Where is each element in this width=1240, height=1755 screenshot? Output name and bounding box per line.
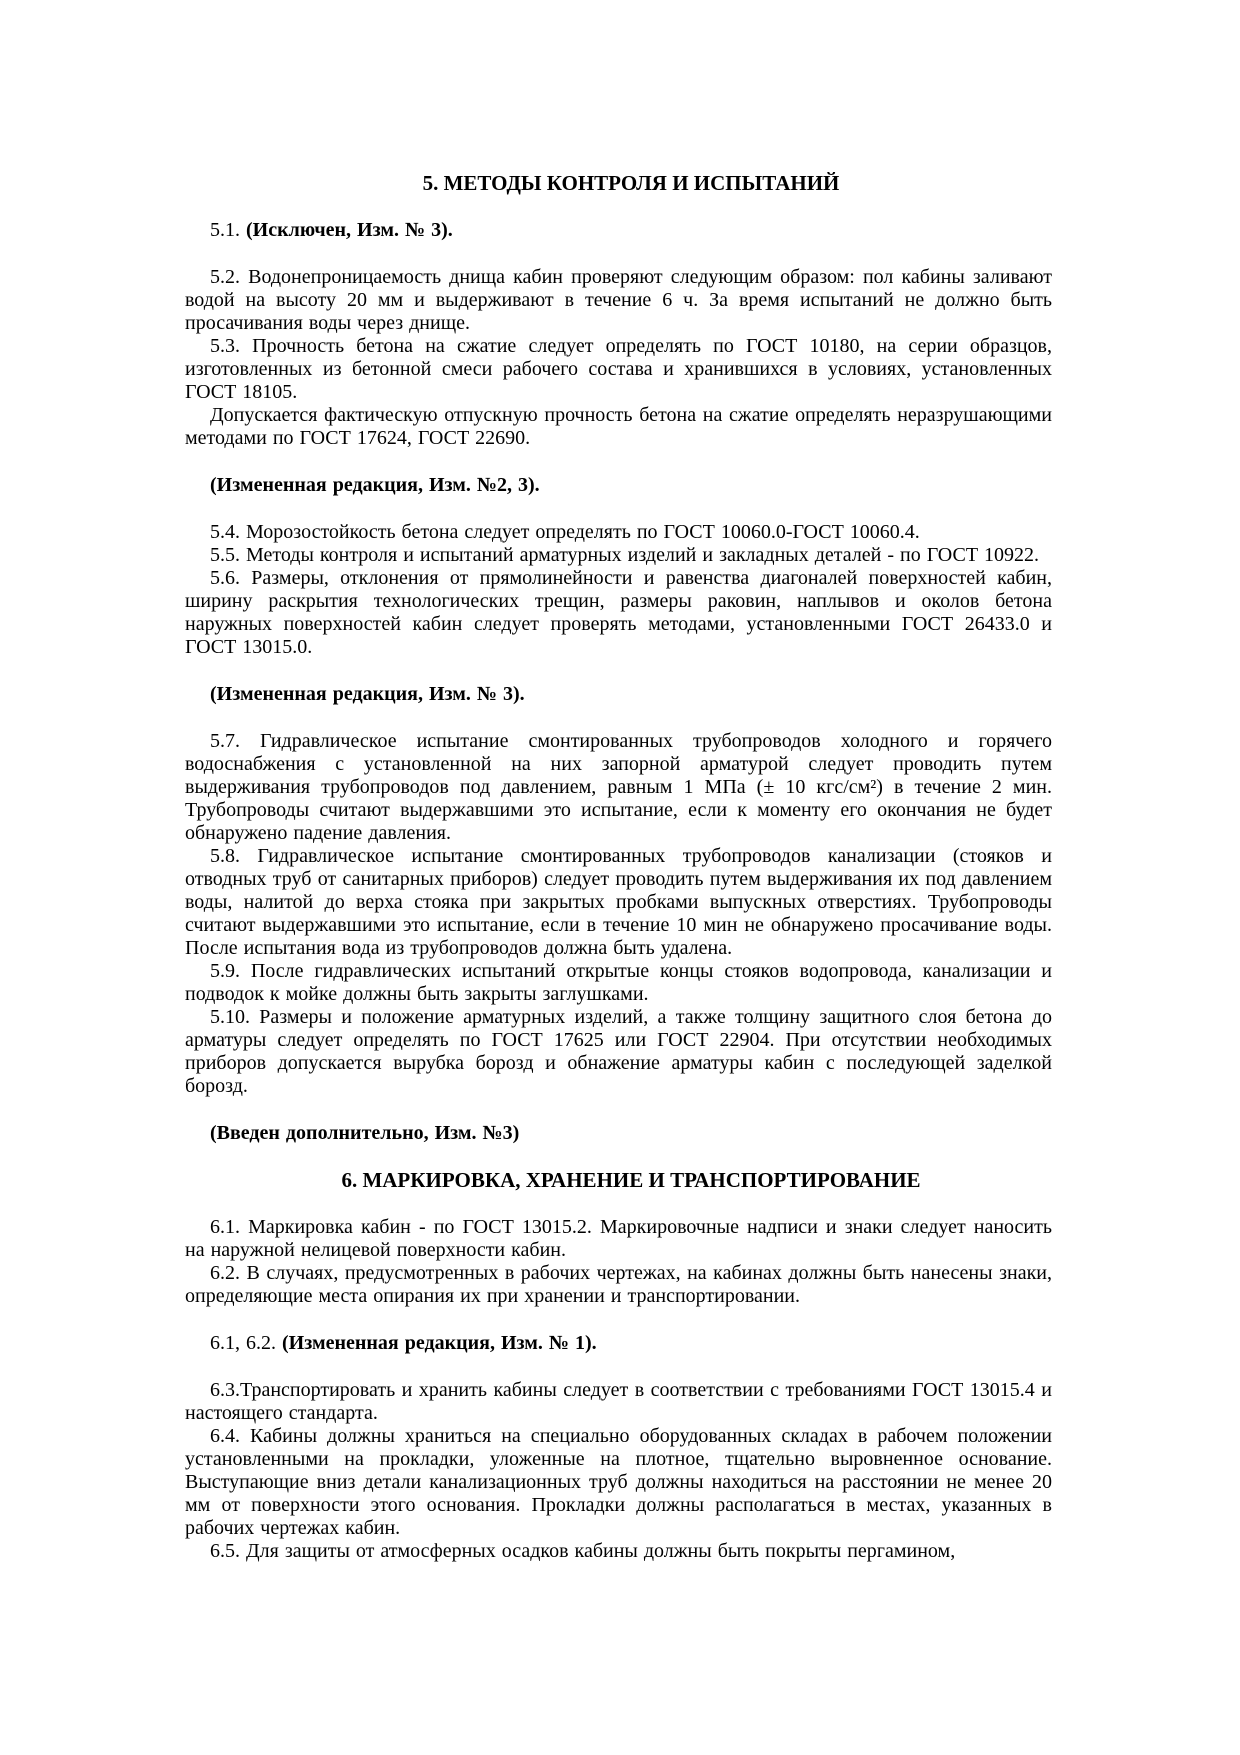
amendment-note-izm-3: (Измененная редакция, Изм. № 3). [210,683,525,705]
clause-5-1-excluded-note: (Исключен, Изм. № 3). [246,219,453,241]
clause-6-1: 6.1. Маркировка кабин - по ГОСТ 13015.2. Маркировочные надписи и знаки следует наносить на наружной нелицевой поверхности кабин. [185,1216,1052,1261]
section-6-title: 6. МАРКИРОВКА, ХРАНЕНИЕ И ТРАНСПОРТИРОВАНИЕ [341,1168,921,1192]
amendment-clause-numbers: 6.1, 6.2. [210,1332,282,1354]
clause-5-7: 5.7. Гидравлическое испытание смонтированных трубопроводов холодного и горячего водоснабжения с установленной на них запорной арматурой следует проводить путем выдерживания трубопроводов под давлением, равным 1 МПа (± 10 кгс/см²) в течение 2 мин. Трубопроводы считают выдержавшими это испытание, если к моменту его окончания не будет обнаружено падение давления. [185,730,1052,844]
clause-5-5: 5.5. Методы контроля и испытаний арматурных изделий и закладных деталей - по ГОСТ 10922. [210,544,1040,566]
amendment-note-izm-1: (Измененная редакция, Изм. № 1). [282,1332,597,1354]
amendment-note-izm-2-3: (Измененная редакция, Изм. №2, 3). [210,474,540,496]
clause-6-2: 6.2. В случаях, предусмотренных в рабочих чертежах, на кабинах должны быть нанесены знаки, определяющие места опирания их при хранении и транспортировании. [185,1262,1052,1307]
section-5-title: 5. МЕТОДЫ КОНТРОЛЯ И ИСПЫТАНИЙ [422,171,840,195]
clause-5-1-number: 5.1. [210,219,246,241]
clause-5-4: 5.4. Морозостойкость бетона следует определять по ГОСТ 10060.0-ГОСТ 10060.4. [210,521,920,543]
amendment-clause-6-1-6-2 [185,1332,1052,1355]
clause-5-9: 5.9. После гидравлических испытаний открытые концы стояков водопровода, канализации и подводок к мойке должны быть закрыты заглушками. [185,960,1052,1005]
clause-6-4: 6.4. Кабины должны храниться на специально оборудованных складах в рабочем положении установленными на прокладки, уложенные на плотное, тщательно выровненное основание. Выступающие вниз детали канализационных труб должны находиться на расстоянии не менее 20 мм от поверхности этого основания. Прокладки должны располагаться в местах, указанных в рабочих чертежах кабин. [185,1425,1052,1539]
clause-5-3: 5.3. Прочность бетона на сжатие следует определять по ГОСТ 10180, на серии образцов, изготовленных из бетонной смеси рабочего состава и хранившихся в условиях, установленных ГОСТ 18105. [185,335,1052,403]
clause-5-2: 5.2. Водонепроницаемость днища кабин проверяют следующим образом: пол кабины заливают водой на высоту 20 мм и выдерживают в течение 6 ч. За время испытаний не должно быть просачивания воды через днище. [185,266,1052,334]
added-note-izm-3: (Введен дополнительно, Изм. №3) [210,1122,520,1144]
clause-5-8: 5.8. Гидравлическое испытание смонтированных трубопроводов канализации (стояков и отводных труб от санитарных приборов) следует проводить путем выдерживания их под давлением воды, налитой до верха стояка при закрытых пробками выпускных отверстиях. Трубопроводы считают выдержавшими это испытание, если в течение 10 мин не обнаружено просачивание воды. После испытания вода из трубопроводов должна быть удалена. [185,845,1052,959]
clause-5-6: 5.6. Размеры, отклонения от прямолинейности и равенства диагоналей поверхностей кабин, ширину раскрытия технологических трещин, размеры раковин, наплывов и околов бетона наружных поверхностей кабин следует проверять методами, установленными ГОСТ 26433.0 и ГОСТ 13015.0. [185,567,1052,658]
clause-5-1 [185,219,1052,242]
clause-5-3-addendum: Допускается фактическую отпускную прочность бетона на сжатие определять неразрушающими методами по ГОСТ 17624, ГОСТ 22690. [185,404,1052,449]
clause-6-5: 6.5. Для защиты от атмосферных осадков кабины должны быть покрыты пергамином, [210,1540,956,1562]
clause-5-10: 5.10. Размеры и положение арматурных изделий, а также толщину защитного слоя бетона до арматуры следует определять по ГОСТ 17625 или ГОСТ 22904. При отсутствии необходимых приборов допускается вырубка борозд и обнажение арматуры кабин с последующей заделкой борозд. [185,1006,1052,1097]
clause-6-3: 6.3.Транспортировать и хранить кабины следует в соответствии с требованиями ГОСТ 13015.4 и настоящего стандарта. [185,1379,1052,1424]
